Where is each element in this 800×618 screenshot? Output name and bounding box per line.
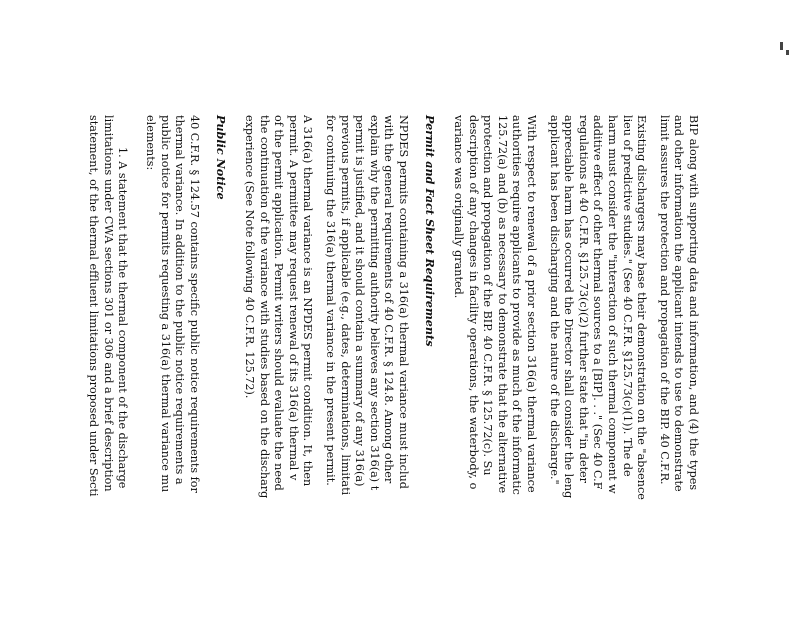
- text-line: experience (See Note following 40 C.F.R. 125.72).: [242, 115, 256, 399]
- npdes-paragraph: [322, 115, 410, 615]
- text-line: NPDES permits containing a 316(a) thermal variance must includ: [396, 115, 410, 489]
- section-heading-permit: Permit and Fact Sheet Requirements: [423, 115, 438, 347]
- numbered-item-1: [86, 115, 130, 615]
- text-line: statement, of the thermal effluent limitations proposed under Secti: [87, 115, 101, 497]
- text-line: regulations at 40 C.F.R. §125.73(c)(2) further state that "in deter: [576, 115, 590, 484]
- text-line: description of any changes in facility operations, the waterbody, o: [466, 115, 480, 490]
- text-line: With respect to renewal of a prior section 316(a) thermal variance: [525, 115, 539, 493]
- text-line: elements:: [144, 115, 157, 171]
- text-line: harm must consider the "interaction of such thermal component w: [606, 115, 620, 494]
- text-line: and other information the applicant intends to use to demonstrate: [672, 115, 686, 492]
- text-line: authorities require applicants to provide as much of the informatic: [510, 115, 524, 495]
- text-line: permit. A permittee may request renewal of its 316(a) thermal v: [286, 115, 300, 481]
- text-line: 125.72(a) and (b) as necessary to demonstrate that the alternative: [495, 115, 509, 494]
- section-heading-public-notice: Public Notice: [214, 115, 229, 200]
- text-line: the continuation of the variance with studies based on the discharg: [257, 115, 271, 499]
- text-line: previous permits, if applicable (e.g., dates, determinations, limitati: [338, 115, 352, 496]
- text-line: Existing dischargers may base their demonstration on the "absence: [635, 115, 649, 500]
- text-line: of the permit application. Permit writers should evaluate the need: [272, 115, 286, 491]
- text-line: appreciable harm has occurred the Director shall consider the leng: [562, 115, 576, 499]
- text-line: A 316(a) thermal variance is an NPDES permit condition. It, then: [301, 115, 315, 487]
- text-line: applicant has been discharging and the nature of the discharge.": [547, 115, 561, 485]
- scan-mark: [780, 42, 783, 50]
- text-line: 40 C.F.R. § 124.57 contains specific public notice requirements for: [187, 115, 201, 493]
- text-line: limit assures the protection and propagation of the BIP. 40 C.F.R.: [657, 115, 671, 485]
- text-line: for continuing the 316(a) thermal variance in the present permit.: [323, 115, 337, 486]
- text-line: limitations under CWA sections 301 or 306 and a brief description: [101, 115, 115, 492]
- text-line: with the general requirements of 40 C.F.R. § 124.8. Among other: [382, 115, 396, 484]
- existing-dischargers-paragraph: [546, 115, 648, 615]
- text-line: protection and propagation of the BIP. 40 C.F.R. § 125.72(c). Su: [481, 115, 495, 476]
- text-line: lieu of predictive studies." (See 40 C.F.R. §125.73(c)(1)). The de: [620, 115, 634, 477]
- text-line: public notice for permits requesting a 316(a) thermal variance mu: [158, 115, 172, 493]
- text-line: 1. A statement that the thermal component of the discharge: [116, 147, 130, 489]
- text-line: variance was originally granted.: [452, 115, 466, 299]
- permit-condition-paragraph: [241, 115, 314, 615]
- text-line: explain why the permitting authority believes any section 316(a) t: [367, 115, 381, 491]
- renewal-paragraph: [451, 115, 539, 615]
- rotated-document-text: [87, 115, 700, 615]
- text-line: additive effect of other thermal sources to a [BIP]. . ." (Sec 40 C.F: [591, 115, 605, 490]
- text-line: BIP along with supporting data and information, and (4) the types: [687, 115, 700, 491]
- scan-mark: [786, 50, 789, 55]
- text-line: thermal variance. In addition to the public notice requirements a: [173, 115, 187, 485]
- public-notice-paragraph: [142, 115, 200, 615]
- text-line: permit is justified, and it should contain a summary of any 316(a): [353, 115, 367, 487]
- intro-paragraph: [656, 115, 700, 615]
